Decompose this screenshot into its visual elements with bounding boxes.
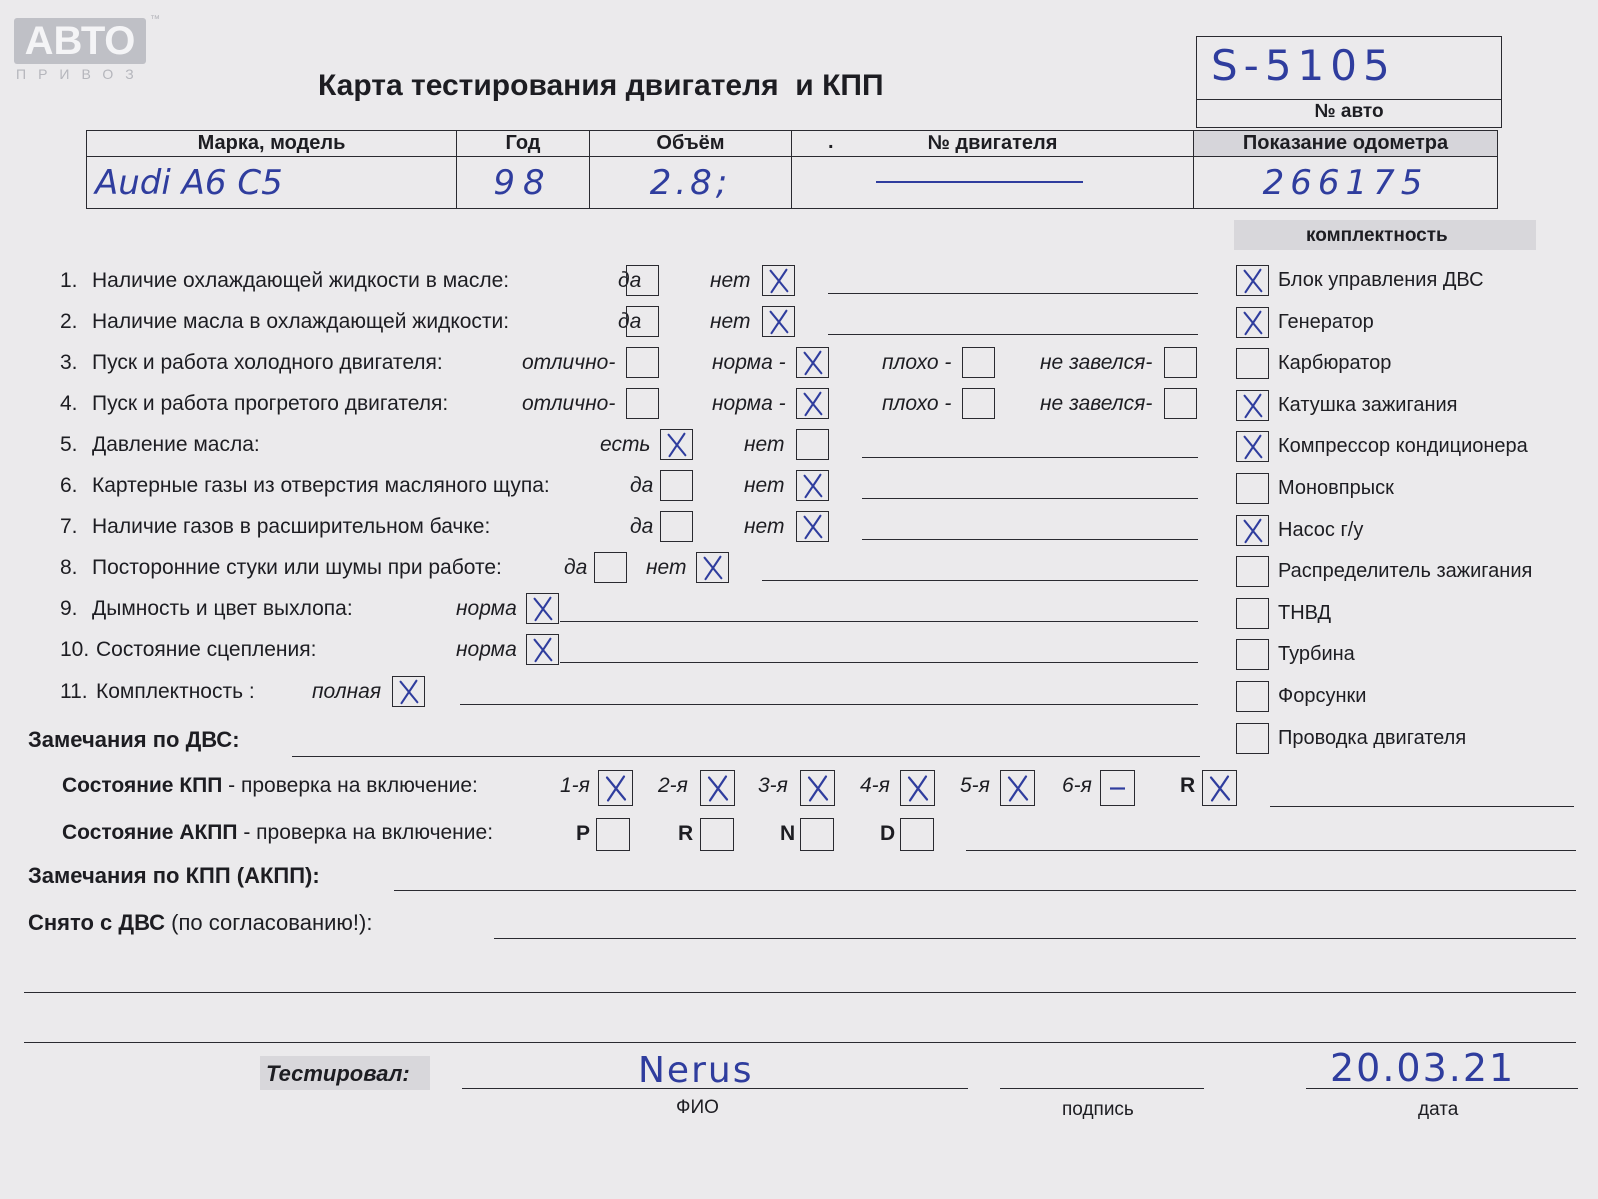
kit-item-label: Проводка двигателя xyxy=(1278,726,1467,749)
check-number: 2. xyxy=(60,310,78,333)
check-option-label: да xyxy=(630,515,654,538)
removed-line-2[interactable] xyxy=(24,992,1576,993)
check-number: 6. xyxy=(60,474,78,497)
model-value: Audi A6 C5 xyxy=(95,162,283,203)
check-note-line[interactable] xyxy=(828,334,1198,335)
auto-gear-checkbox[interactable] xyxy=(596,818,630,851)
check-option-label: не завелся- xyxy=(1040,392,1153,415)
check-option-label: нет xyxy=(744,474,785,497)
check-option-label: плохо - xyxy=(882,392,952,415)
check-option-label: да xyxy=(630,474,654,497)
gear-checkbox[interactable] xyxy=(900,770,935,806)
gearbox-label: Состояние КПП - проверка на включение: xyxy=(62,774,478,797)
gear-checkbox[interactable] xyxy=(800,770,835,806)
check-note-line[interactable] xyxy=(828,293,1198,294)
gear-checkbox[interactable] xyxy=(700,770,735,806)
check-note-line[interactable] xyxy=(862,539,1198,540)
odometer-value: 266175 xyxy=(1262,162,1429,203)
col-model-header: Марка, модель xyxy=(87,131,457,157)
kit-item-label: Распределитель зажигания xyxy=(1278,560,1533,583)
check-note-line[interactable] xyxy=(762,580,1198,581)
check-option-label: плохо - xyxy=(882,351,952,374)
check-option-label: есть xyxy=(600,433,651,456)
fio-line[interactable] xyxy=(462,1088,968,1089)
auto-gear-label: D xyxy=(880,822,896,845)
check-number: 1. xyxy=(60,269,78,292)
auto-gear-label: N xyxy=(780,822,796,845)
removed-line-1[interactable] xyxy=(494,938,1576,939)
check-option-label: полная xyxy=(312,680,382,703)
check-option-box[interactable] xyxy=(962,388,995,419)
kit-item-label: Форсунки xyxy=(1278,685,1367,707)
check-label: Картерные газы из отверстия масляного щупа: xyxy=(92,474,550,497)
gear-checkbox[interactable] xyxy=(598,770,633,806)
check-option-box[interactable] xyxy=(392,676,425,707)
kit-item-label: Карбюратор xyxy=(1278,352,1392,375)
check-option-box[interactable] xyxy=(796,347,829,378)
check-note-line[interactable] xyxy=(560,621,1198,622)
check-option-label: да xyxy=(618,269,642,292)
check-note-line[interactable] xyxy=(862,498,1198,499)
check-option-label: да xyxy=(564,556,588,579)
date-caption: дата xyxy=(1418,1099,1459,1120)
kit-checkbox[interactable] xyxy=(1236,515,1269,546)
check-option-label: нет xyxy=(646,556,687,579)
auto-gear-checkbox[interactable] xyxy=(800,818,834,851)
check-option-box[interactable] xyxy=(660,429,693,460)
check-option-box[interactable] xyxy=(762,306,795,337)
date-value: 20.03.21 xyxy=(1330,1046,1516,1090)
check-number: 10. xyxy=(60,638,90,661)
gear-label: 4-я xyxy=(860,774,890,797)
check-label: Наличие газов в расширительном бачке: xyxy=(92,515,491,538)
gear-checkbox[interactable] xyxy=(1202,770,1237,806)
tester-name: Nerus xyxy=(638,1050,754,1091)
auto-gear-checkbox[interactable] xyxy=(900,818,934,851)
check-label: Пуск и работа прогретого двигателя: xyxy=(92,392,449,415)
kit-checkbox[interactable] xyxy=(1236,639,1269,670)
check-option-label: нет xyxy=(744,515,785,538)
col-odometer-header: Показание одометра xyxy=(1194,131,1498,157)
kit-checkbox[interactable] xyxy=(1236,431,1269,462)
check-label: Посторонние стуки или шумы при работе: xyxy=(92,556,502,579)
check-option-box[interactable] xyxy=(526,634,559,665)
gear-label: 3-я xyxy=(758,774,788,797)
date-line[interactable] xyxy=(1306,1088,1578,1089)
kit-checkbox[interactable] xyxy=(1236,598,1269,629)
kit-checkbox[interactable] xyxy=(1236,307,1269,338)
logo-tm: ™ xyxy=(150,14,160,25)
check-option-label: норма xyxy=(456,638,517,661)
check-label: Наличие масла в охлаждающей жидкости: xyxy=(92,310,510,333)
check-number: 9. xyxy=(60,597,78,620)
check-label: Состояние сцепления: xyxy=(96,638,317,661)
check-option-box[interactable] xyxy=(796,511,829,542)
kit-item-label: Компрессор кондиционера xyxy=(1278,435,1528,458)
check-option-box[interactable] xyxy=(626,306,659,337)
check-option-box[interactable] xyxy=(626,265,659,296)
kit-item-label: Генератор xyxy=(1278,310,1374,333)
check-option-box[interactable] xyxy=(796,470,829,501)
logo-main: АВТО xyxy=(14,18,146,64)
auto-gear-label: P xyxy=(576,822,591,845)
remarks-gearbox-label: Замечания по КПП (АКПП): xyxy=(28,863,320,888)
remarks-engine-line[interactable] xyxy=(292,756,1200,757)
check-option-box[interactable] xyxy=(796,388,829,419)
tested-by-label: Тестировал: xyxy=(266,1061,410,1086)
header-dot: . xyxy=(828,131,834,153)
check-label: Пуск и работа холодного двигателя: xyxy=(92,351,443,374)
gear-label: R xyxy=(1180,774,1196,797)
check-option-box[interactable] xyxy=(696,552,729,583)
check-option-box[interactable] xyxy=(526,593,559,624)
check-number: 11. xyxy=(60,680,88,703)
fio-caption: ФИО xyxy=(676,1097,719,1118)
check-label: Наличие охлаждающей жидкости в масле: xyxy=(92,269,510,292)
year-value: 98 xyxy=(493,162,553,203)
col-engine-no-header: № двигателя xyxy=(927,132,1058,154)
check-label: Дымность и цвет выхлопа: xyxy=(92,597,353,620)
check-option-label: норма - xyxy=(712,392,786,415)
auto-number-box xyxy=(1196,36,1502,128)
check-option-box[interactable] xyxy=(762,265,795,296)
kit-checkbox[interactable] xyxy=(1236,265,1269,296)
auto-gear-label: R xyxy=(678,822,694,845)
check-option-label: нет xyxy=(710,310,751,333)
removed-label: Снято с ДВС (по согласованию!): xyxy=(28,910,373,935)
logo xyxy=(14,14,164,88)
gear-label: 5-я xyxy=(960,774,990,797)
auto-gear-checkbox[interactable] xyxy=(700,818,734,851)
check-note-line[interactable] xyxy=(560,662,1198,663)
gear-label: 2-я xyxy=(658,774,688,797)
col-volume-header: Объём xyxy=(590,131,792,157)
check-option-box[interactable] xyxy=(660,511,693,542)
col-year-header: Год xyxy=(457,131,590,157)
gear-label: 1-я xyxy=(560,774,590,797)
page-title: Карта тестирования двигателя и КПП xyxy=(318,69,884,102)
check-option-box[interactable] xyxy=(796,429,829,460)
check-note-line[interactable] xyxy=(460,704,1198,705)
check-note-line[interactable] xyxy=(862,457,1198,458)
kit-checkbox[interactable] xyxy=(1236,473,1269,504)
gear-checkbox[interactable] xyxy=(1000,770,1035,806)
kit-checkbox[interactable] xyxy=(1236,556,1269,587)
check-label: Комплектность : xyxy=(96,680,255,703)
kit-item-label: Насос г/у xyxy=(1278,518,1364,541)
kit-item-label: ТНВД xyxy=(1278,601,1332,624)
check-option-label: норма xyxy=(456,597,517,620)
volume-value: 2.8; xyxy=(649,162,732,203)
check-option-label: нет xyxy=(744,433,785,456)
auto-number-label: № авто xyxy=(1314,101,1384,122)
kit-title: комплектность xyxy=(1306,225,1448,246)
check-option-box[interactable] xyxy=(1164,388,1197,419)
check-number: 5. xyxy=(60,433,78,456)
check-number: 4. xyxy=(60,392,78,415)
auto-number-value: S-5105 xyxy=(1211,41,1396,90)
removed-line-3[interactable] xyxy=(24,1042,1576,1043)
engine-no-dash xyxy=(876,181,1083,183)
kit-checkbox[interactable] xyxy=(1236,723,1269,754)
check-option-box[interactable] xyxy=(626,388,659,419)
auto-gearbox-label: Состояние АКПП - проверка на включение: xyxy=(62,821,494,844)
check-option-box[interactable] xyxy=(626,347,659,378)
gear-label: 6-я xyxy=(1062,774,1092,797)
kit-checkbox[interactable] xyxy=(1236,681,1269,712)
check-option-box[interactable] xyxy=(660,470,693,501)
kit-item-label: Блок управления ДВС xyxy=(1278,269,1484,291)
check-option-label: да xyxy=(618,310,642,333)
kit-item-label: Моновпрыск xyxy=(1278,477,1394,499)
kit-checkbox[interactable] xyxy=(1236,348,1269,379)
check-option-label: отлично- xyxy=(522,392,616,415)
signature-line[interactable] xyxy=(1000,1088,1204,1089)
signature-caption: подпись xyxy=(1062,1099,1134,1120)
check-option-box[interactable] xyxy=(594,552,627,583)
check-option-label: отлично- xyxy=(522,351,616,374)
check-option-label: не завелся- xyxy=(1040,351,1153,374)
check-option-box[interactable] xyxy=(1164,347,1197,378)
kit-checkbox[interactable] xyxy=(1236,390,1269,421)
kit-item-label: Катушка зажигания xyxy=(1278,393,1458,416)
check-number: 3. xyxy=(60,351,78,374)
check-number: 7. xyxy=(60,515,78,538)
check-number: 8. xyxy=(60,556,78,579)
remarks-gearbox-line[interactable] xyxy=(394,890,1576,891)
vehicle-info-table xyxy=(86,130,1498,209)
check-option-box[interactable] xyxy=(962,347,995,378)
check-label: Давление масла: xyxy=(92,433,260,456)
remarks-engine-label: Замечания по ДВС: xyxy=(28,727,240,752)
check-option-label: нет xyxy=(710,269,751,292)
kit-item-label: Турбина xyxy=(1278,643,1355,666)
logo-sub: ПРИВОЗ xyxy=(16,66,146,82)
check-option-label: норма - xyxy=(712,351,786,374)
gear-checkbox[interactable] xyxy=(1100,770,1135,806)
